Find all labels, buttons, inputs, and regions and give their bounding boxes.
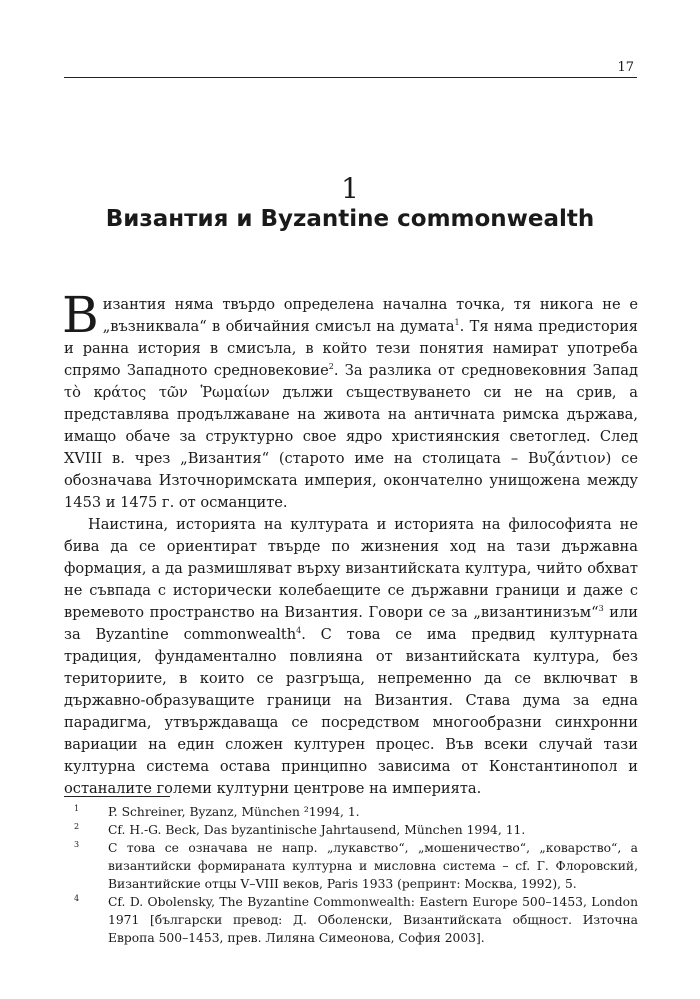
footnote-ref-4[interactable]: 4 [296,626,302,636]
page-number: 17 [617,60,634,75]
footnote-text: С това се означава не напр. „лукавство“, „мошеничество“, „коварство“, а византийски формираната културна и мисловна система – cf. Г. Флоровский, Византийские отцы V–VIII веков, Paris 1933 (репринт: Москва, 1992), 5. [108,841,638,891]
footnote-text: P. Schreiner, Byzanz, München ²1994, 1. [108,805,360,819]
footnote-number: 2 [74,822,80,831]
footnote-text: Cf. H.-G. Beck, Das byzantinische Jahrtausend, München 1994, 11. [108,823,526,837]
footnote-ref-1[interactable]: 1 [454,318,460,328]
paragraph-2-text-2: или за Byzantine commonwealth [64,604,638,643]
chapter-number: 1 [341,172,359,205]
footnotes [64,803,638,947]
footnote-text: Cf. D. Obolensky, The Byzantine Commonwealth: Eastern Europe 500–1453, London 1971 [български превод: Д. Оболенски, Византийската общност. Източна Европа 500–1453, прев. Лиляна Симеонова, София 2003]. [108,895,638,945]
footnote-number: 4 [74,894,80,903]
footnote [64,893,638,947]
paragraph-1-text-1: изантия няма твърдо определена начална точка, тя никога не е „възниквала“ в обичайния смисъл на думата [102,296,638,335]
paragraph-1-text-2: . Тя няма предистория и ранна история в смисъла, в който тези понятия намират употреба спрямо Западното средновековие [64,318,638,379]
header-rule [64,77,637,78]
footnote [64,803,638,821]
footnote-number: 3 [74,840,80,849]
footnote [64,839,638,893]
paragraph-2-text-3: . С това се има предвид културната традиция, фундаментално повлияна от византийската култура, без териториите, в които се разгръща, непременно да се включват в държавно-образуващите граници на Византия. Става дума за една парадигма, утвърждаваща се посредством многообразни синхронни вариации на един сложен културен процес. Във всеки случай тази културна система остава принципно зависима от Константинопол и останалите големи културни центрове на империята. [64,626,638,797]
footnote-rule [64,796,170,797]
paragraph-1-text-3: . За разлика от средновековния Запад τὸ κράτος τῶν Ῥωμαίων дължи съществуването си не на срив, а представлява продължаване на живота на античната римска държава, имащо обаче за структурно свое ядро християнския светоглед. След XVIII в. чрез „Византия“ (старото име на столицата – Βυζάντιον) се обозначава Източноримската империя, окончателно унищожена между 1453 и 1475 г. от османците. [64,362,638,511]
paragraph-1 [62,286,638,514]
body-text [62,286,638,800]
chapter-title: Византия и Byzantine commonwealth [105,206,595,232]
drop-cap: В [62,286,99,344]
paragraph-2 [64,514,638,800]
footnote-ref-3[interactable]: 3 [598,604,604,614]
footnote-number: 1 [74,804,80,813]
footnote [64,821,638,839]
paragraph-2-text-1: Наистина, историята на културата и историята на философията не бива да се ориентират твърде по жизнения ход на тази държавна формация, а да размишляват върху византийската култура, чийто обхват не съвпада с исторически колебаещите се държавни граници и даже с времевото пространство на Византия. Говори се за „византинизъм“ [64,516,638,621]
footnote-ref-2[interactable]: 2 [328,362,334,372]
